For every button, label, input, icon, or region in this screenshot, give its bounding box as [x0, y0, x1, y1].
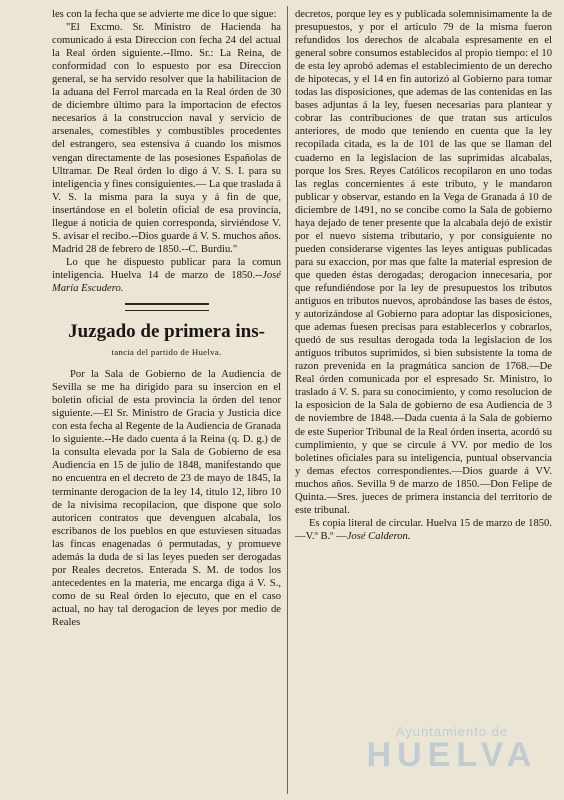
closing-text: Lo que he dispuesto publicar para la comun inteligencia. Huelva 14 de marzo de 1850.-- [52, 256, 281, 281]
closing-paragraph [52, 256, 281, 295]
watermark-logo [352, 724, 552, 774]
court-order-paragraph: Por la Sala de Gobierno de la Audiencia de Sevilla se me ha dirigido para su insercion en el boletin oficial de esta provincia la órden del tenor siguiente.—El Sr. Ministro de Gracia y Justicia dice con esta fecha al Regente de la Audiencia de Granada lo siguiente.--He dado cuenta á la Reina (q. D. g.) de la consulta elevada por la Sala de Gobierno de esa Audiencia en 15 de julio de 1848, manifestando que no encuentra en el decreto de 23 de mayo de 1845, la terminante derogacion de la ley 14, titulo 12, libro 10 de la nivisima recopilacion, que dispone que solo autoricen contratos que devenguen alcabala, los escribanos de los pueblos en que estuviesen situadas las fincas enagenadas ó permutadas, y promueve además la duda de si las leyes pueden ser derogadas por Reales decretos. Enterada S. M. de todos los antecedentes en la materia, me encarga diga á V. S., como de su Real órden lo ejecuto, que en el caso actual, no hay tal derogacion de leyes por medio de Reales [52, 369, 281, 628]
watermark-top-text: Ayuntamiento de [395, 724, 509, 739]
column-divider [287, 6, 288, 794]
intro-paragraph: les con la fecha que se advierte me dice lo que sigue: [52, 9, 277, 20]
section-subheading: tancia del partido de Huelva. [111, 347, 222, 358]
continuation-paragraph: decretos, porque ley es y publicada solemnisimamente la de presupuestos, y por el articulo 79 de la misma fueron refundidos los derechos de alcabala espresamente en el general sobre consumos establecidos al propio tiempo: el 10 de esta ley aprobó ademas el establecimiento de un derecho de hipotecas, y el 14 en fin autorizó al Gobierno para tomar todas las disposiciones, que ademas de las contenidas en las bases adjuntas á la ley, fuesen necesarias para plantear y cobrar las contribuciones de que tratan sus articulos anteriores, de modo que teniendo en cuenta que la ley recopilada citada, es la de 101 de las que se llaman del cuaderno en la legislacion de las suprimidas alcabalas, porque los Sres. Reyes Católicos recopilaron en uno todas las reglas concernientes á este tributo, y le mandaron publicar y observar, estando en la Vega de Granada á 10 de diciembre de 1491, no se concibe como la Sala de gobierno haya dejado de tener presente que la alcabala dejó de existir por el nuevo sistema tributario, y por consiguiente no pueden considerarse vigentes las leyes antiguas publicadas para su exaccion, por mas que falte la material espresion de que queden éstas derogadas; derogacion innecesaria, por que refundiéndose por la ley de presupuestos los tributos antiguos en tributos nuevos, aprobándose las bases de éstos, y autorizándose al Gobierno para adoptar las disposiciones, que ademas fuesen precisas para establecerlos y cobrarlos, quedó de sus resultas derogada toda la legislacion de los antiguos tributos suprimidos, si bien subsistente la toma de razon prevenida en la pragmática sancion de 1768.—De Real órden comunicada por el espresado Sr. Ministro, lo traslado á V. S. para su conocimiento, y como resolucion de la esposicion de la Sala de gobierno de esa Audiencia de 3 de noviembre de 1848.—Dada cuenta á la Sala de gobierno de este Superior Tribunal de la Real órden inserta, acordó su cumplimiento, y que se circule á VV. por medio de los boletines oficiales para su inteligencia, puntual observancia y demas efectos correspondientes.—Dios guarde á VV. muchos años. Sevilla 9 de marzo de 1850.—Don Felipe de Quinta.—Sres. jueces de primera instancia del territorio de este tribunal. [295, 9, 552, 516]
section-separator [125, 303, 209, 311]
left-column [52, 8, 281, 629]
final-signature: José Calderon. [346, 530, 411, 542]
watermark-big-text: HUELVA [366, 736, 538, 774]
right-column [295, 8, 552, 543]
final-paragraph [295, 517, 552, 543]
closing-signature: José María Escudero. [52, 269, 281, 294]
final-text: Es copia literal de circular. Huelva 15 de marzo de 1850.—V.º B.º — [295, 517, 552, 542]
quoted-order-paragraph: "El Excmo. Sr. Ministro de Hacienda ha comunicado á esta Direccion con fecha 24 del actual la Real órden siguiente.--Ilmo. Sr.: La Reina, de conformidad con lo espuesto por esa Direccion general, se ha servido resolver que la habilitacion de la aduana del Ferrol marcada en la Real órden de 30 de diciembre último para la importacion de efectos necesarios á la construccion naval y servicio de arsenales, comestibles y combustibles procedentes del estrangero, sea estensiva á cuando los mismos vengan directamente de las posesiones Españolas de Ultramar. De Real órden lo digo á V. S. I. para su inteligencia y fines consiguientes.— La que traslada á V. S. la misma para la suya y á fin de que, insertándose en el boletin oficial de esa provincia, llegue á noticia de quien corresponda, sirviéndose V. S. avisar el recibo.--Dios guarde á V. S. muchos años. Madrid 28 de febrero de 1850.--C. Burdiu." [52, 22, 281, 255]
section-heading: Juzgado de primera ins- [68, 321, 265, 343]
